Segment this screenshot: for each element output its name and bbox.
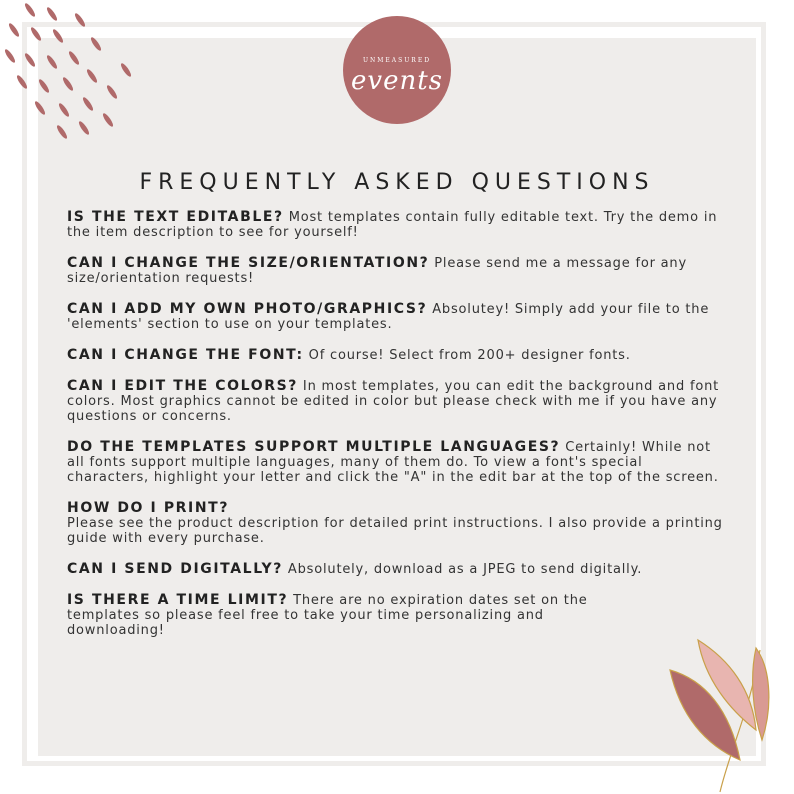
- faq-question: CAN I ADD MY OWN PHOTO/GRAPHICS?: [67, 301, 428, 317]
- faq-question: CAN I CHANGE THE SIZE/ORIENTATION?: [67, 255, 430, 271]
- faq-question: CAN I CHANGE THE FONT:: [67, 347, 304, 363]
- faq-item: [67, 348, 727, 363]
- faq-item: [67, 379, 727, 424]
- logo-badge: [343, 16, 451, 124]
- faq-item: [67, 210, 727, 240]
- faq-list: [67, 210, 727, 654]
- faq-answer: Absolutely, download as a JPEG to send digitally.: [283, 562, 643, 577]
- page-title: FREQUENTLY ASKED QUESTIONS: [139, 169, 655, 195]
- faq-item: [67, 256, 727, 286]
- faq-answer: Of course! Select from 200+ designer fonts.: [303, 348, 631, 363]
- faq-question: CAN I SEND DIGITALLY?: [67, 561, 283, 577]
- faq-item: [67, 562, 727, 577]
- faq-question: CAN I EDIT THE COLORS?: [67, 378, 298, 394]
- faq-answer: In most templates, you can edit the background and font colors. Most graphics cannot be edited in color but please check with me if you have any questions or concerns.: [67, 379, 720, 424]
- faq-answer: Certainly! While not all fonts support multiple languages, many of them do. To view a font's special characters, highlight your letter and click the "A" in the edit bar at the top of the screen.: [67, 440, 719, 485]
- faq-question: IS THE TEXT EDITABLE?: [67, 209, 284, 225]
- logo-top-text: UNMEASURED: [362, 57, 432, 64]
- decorative-leaves: [660, 630, 794, 794]
- faq-question: IS THERE A TIME LIMIT?: [67, 592, 289, 608]
- faq-item: [67, 501, 727, 546]
- faq-answer: Absolutey! Simply add your file to the 'elements' section to use on your templates.: [67, 302, 710, 332]
- faq-answer: Most templates contain fully editable text. Try the demo in the item description to see for yourself!: [67, 210, 718, 240]
- faq-answer: There are no expiration dates set on the templates so please feel free to take your time personalizing and downloading!: [67, 593, 588, 638]
- faq-answer: Please see the product description for detailed print instructions. I also provide a printing guide with every purchase.: [67, 516, 723, 546]
- faq-question: HOW DO I PRINT?: [67, 500, 230, 516]
- faq-answer: Please send me a message for any size/orientation requests!: [67, 256, 687, 286]
- faq-item: [67, 440, 727, 485]
- logo-script-text: events: [351, 66, 443, 96]
- faq-item: [67, 302, 727, 332]
- faq-question: DO THE TEMPLATES SUPPORT MULTIPLE LANGUAGES?: [67, 439, 561, 455]
- faq-item: [67, 593, 627, 638]
- decorative-brush-strokes: [0, 0, 150, 150]
